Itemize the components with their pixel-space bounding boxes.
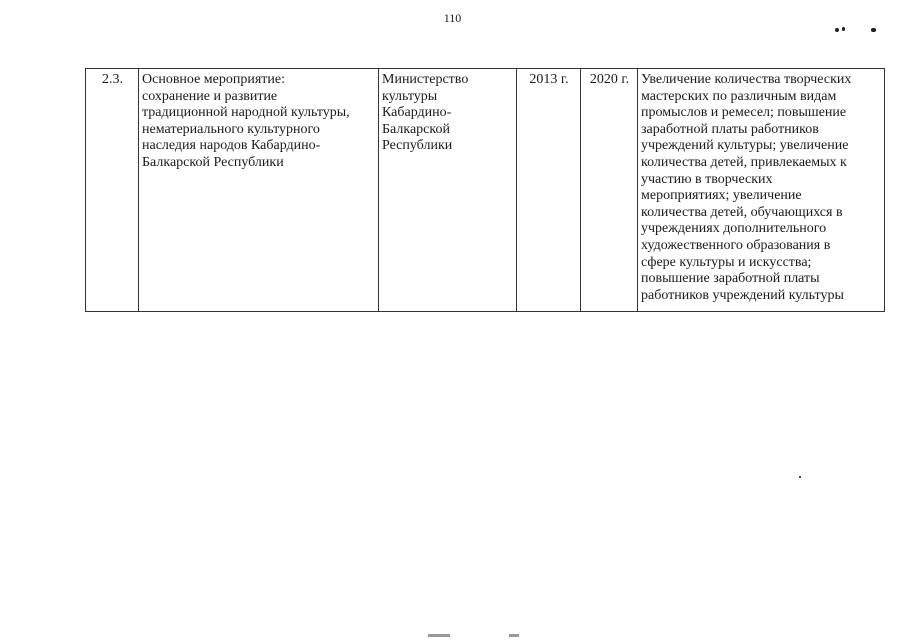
scan-artifact	[799, 476, 801, 478]
row-number: 2.3.	[102, 72, 123, 87]
end-year-cell	[581, 69, 638, 312]
scan-artifact	[871, 28, 876, 32]
executor-cell	[379, 69, 517, 312]
expected-result-cell	[638, 69, 885, 312]
scan-artifact	[509, 634, 519, 637]
event-name: Основное мероприятие: сохранение и развитие традиционной народной культуры, нематериального культурного наследия народов Кабардино- Балкарской Республики	[142, 72, 350, 170]
program-table	[85, 68, 885, 312]
start-year: 2013 г.	[529, 72, 569, 87]
page-number: 110	[443, 11, 462, 25]
table-row	[86, 69, 885, 312]
scan-artifact	[842, 27, 845, 31]
end-year: 2020 г.	[589, 72, 630, 87]
expected-result: Увеличение количества творческих мастерских по различным видам промыслов и ремесел; повышение заработной платы работников учреждений культуры; увеличение количества детей, привлекаемых к участию в творческих мероприятиях; увеличение количества детей, обучающихся в учреждениях дополнительного художественного образования в сфере культуры и искусства; повышение заработной платы работников учреждений культуры	[641, 72, 852, 303]
row-number-cell	[86, 69, 139, 312]
scan-artifact	[835, 28, 839, 32]
scan-artifact	[428, 634, 450, 637]
event-cell	[139, 69, 379, 312]
executor-name: Министерство культуры Кабардино- Балкарской Республики	[382, 72, 469, 154]
start-year-cell	[517, 69, 581, 312]
